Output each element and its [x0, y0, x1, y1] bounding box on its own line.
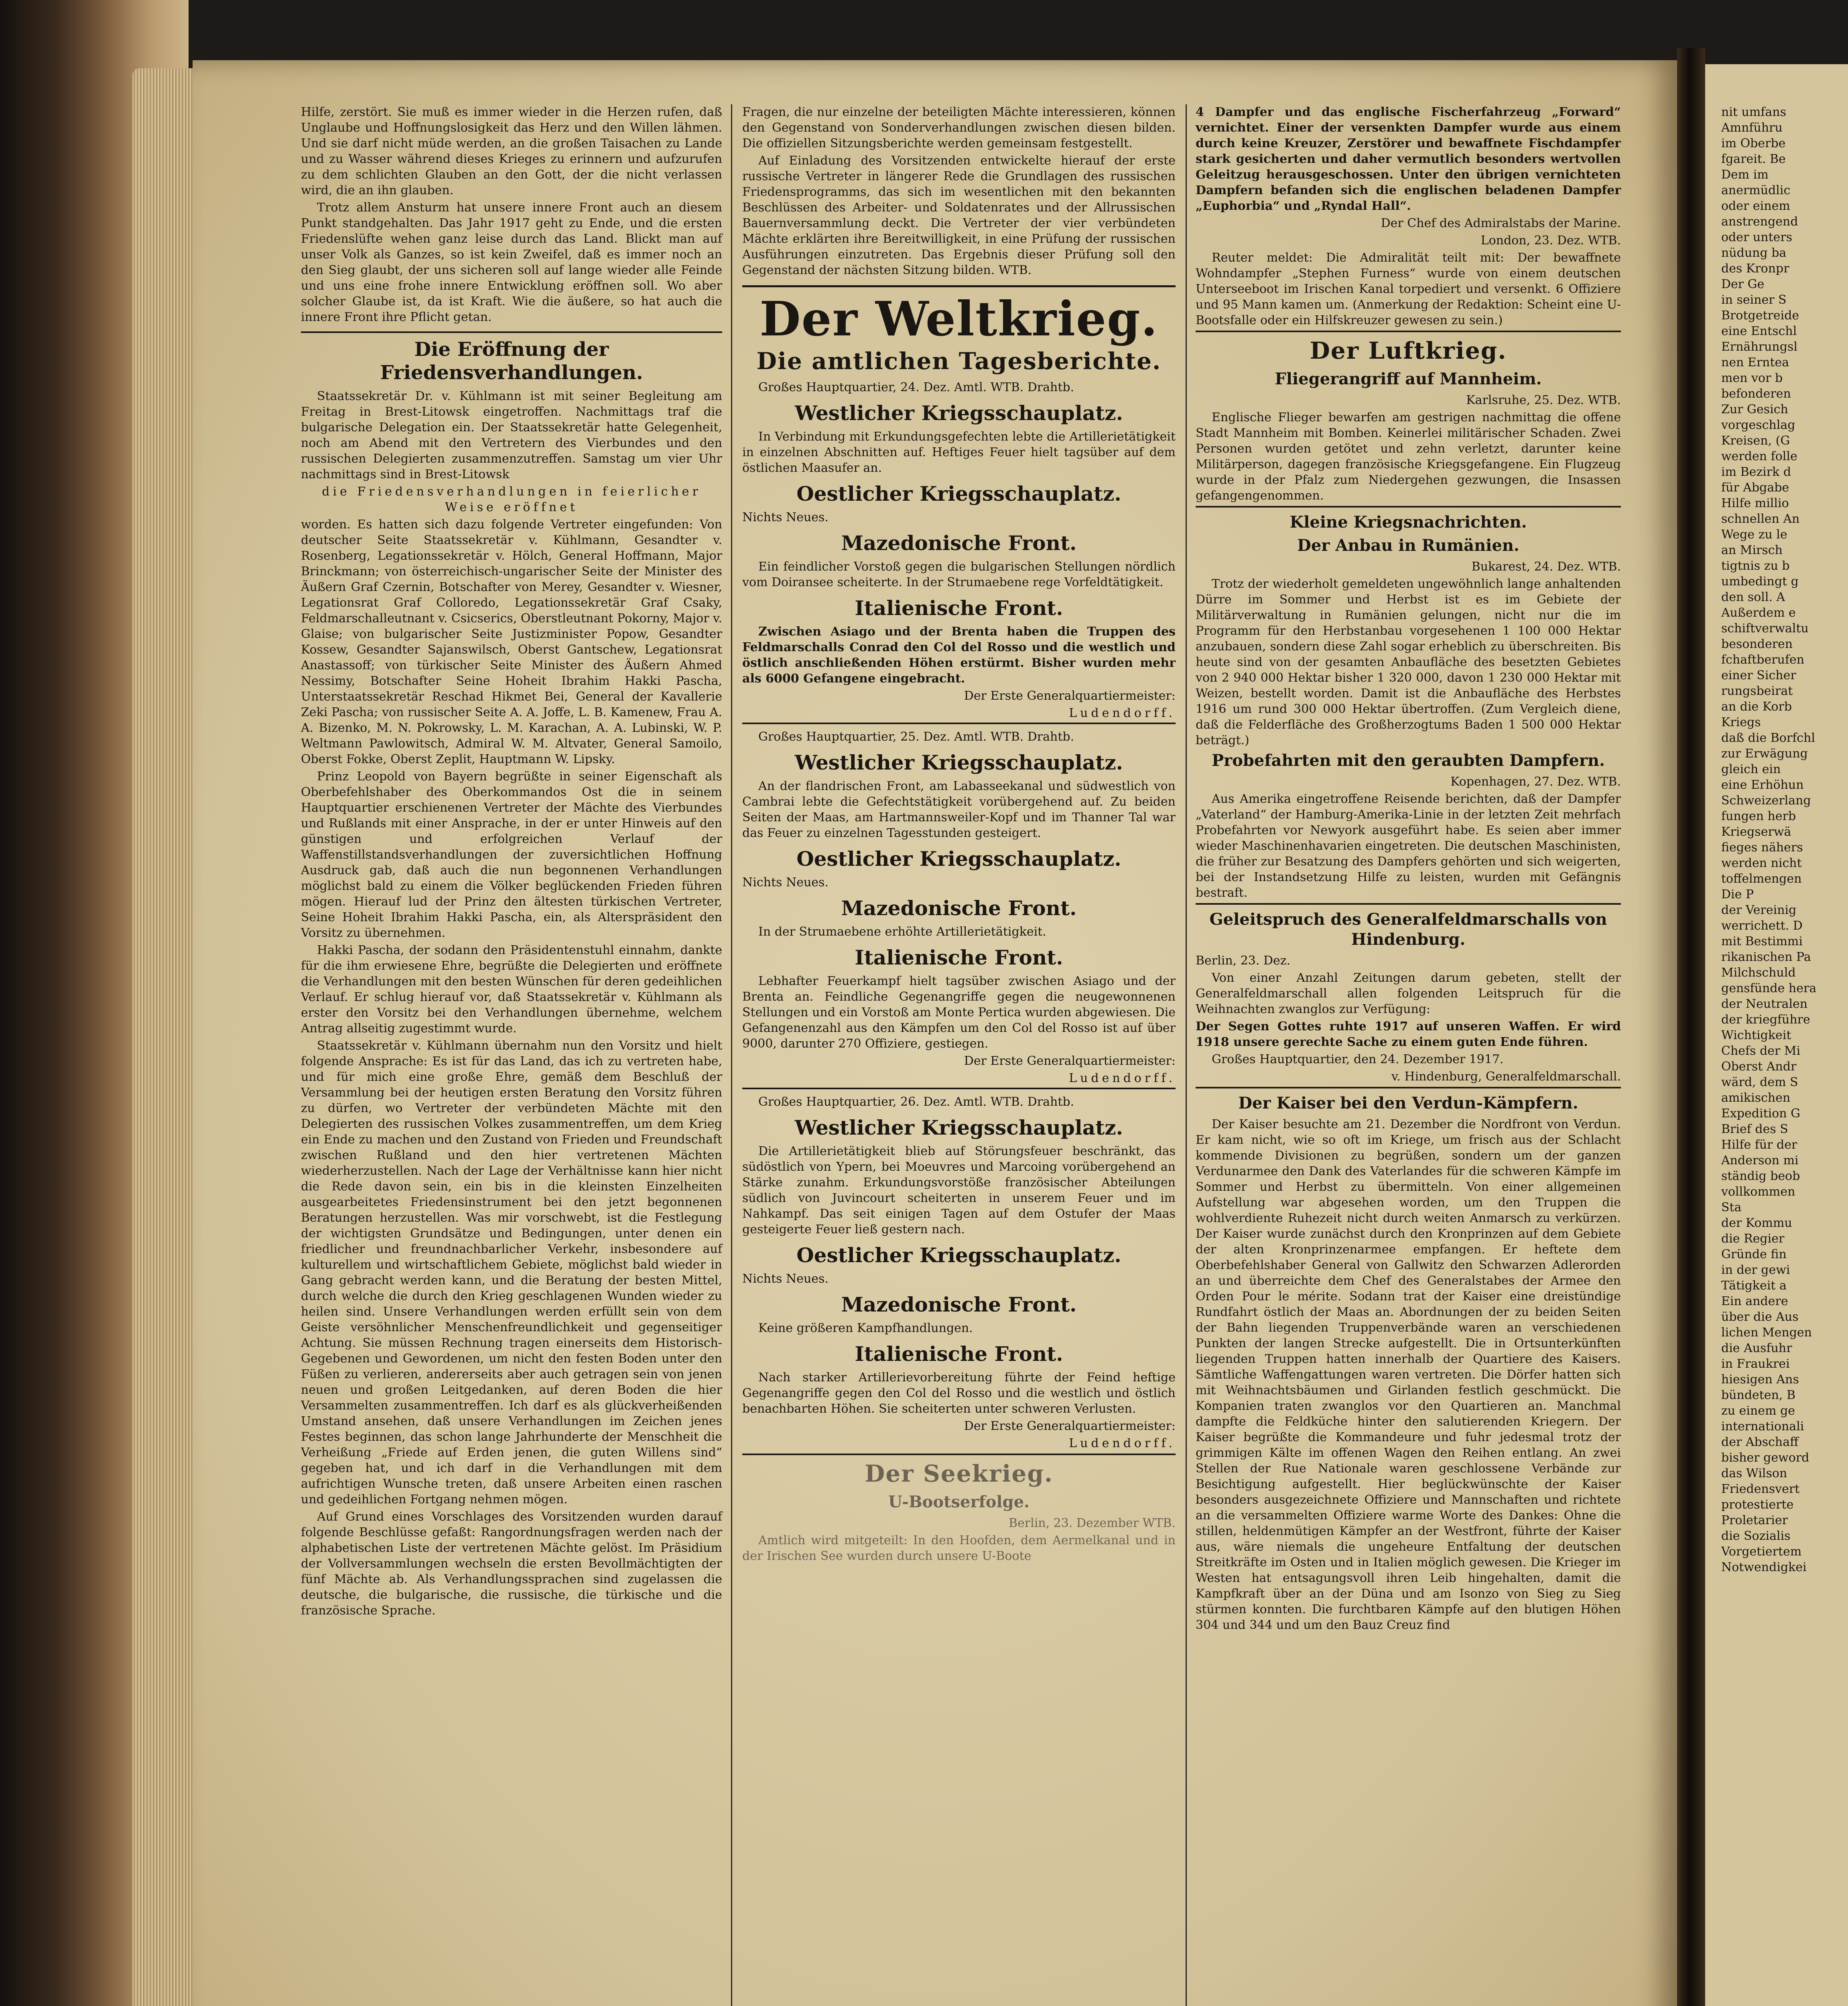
paragraph: Trotz der wiederholt gemeldeten ungewöhnlich lange anhaltenden Dürre im Sommer und Herbst ist es im Gebiete der Militärverwaltung in Rumänien gelungen, nicht nur die im Programm für den Herbstanbau vorgesehenen 1 100 000 Hektar anzubauen, sondern diese Zahl sogar erheblich zu überschreiten. Bis heute sind von der gesamten Anbaufläche des besetzten Gebietes von 2 940 000 Hektar bisher 1 320 000, davon 1 230 000 Hektar mit Weizen, bestellt worden. Damit ist die Anbaufläche des Herbstes 1916 um rund 300 000 Hektar übertroffen. (Zum Vergleich diene, daß die Felderfläche des Großherzogtums Baden 1 500 000 Hektar beträgt.): [1196, 577, 1621, 747]
dateline: Berlin, 23. Dezember WTB.: [1008, 1516, 1176, 1530]
subheading: Oestlicher Kriegsschauplatz.: [796, 847, 1121, 871]
paragraph: Von einer Anzahl Zeitungen darum gebeten, stellt der Generalfeldmarschall allen folgenden Leitspruch für die Weihnachten zwanglos zur Verfügung:: [1196, 971, 1621, 1016]
paragraph: Staatssekretär v. Kühlmann übernahm nun den Vorsitz und hielt folgende Ansprache: Es ist für das Land, das ich zu vertreten habe, und für mich eine große Ehre, gemäß dem Beschluß der Versammlung bei der heutigen ersten Beratung den Vorsitz führen zu dürfen, wo Vertreter der verbündeten Mächte mit den Delegierten des russischen Volkes zusammentreffen, um dem Krieg ein Ende zu machen und den Zustand von Frieden und Freundschaft zwischen Rußland und den hier vertretenen Mächten wiederherzustellen. Nach der Lage der Verhältnisse kann hier nicht die Rede davon sein, ein bis in die kleinsten Einzelheiten ausgearbeitetes Friedensinstrument bei den jetzt begonnenen Beratungen herzustellen. Was mir vorschwebt, ist die Festlegung der wichtigsten Grundsätze und Bedingungen, unter denen ein friedlicher und freundnachbarlicher Verkehr, insbesondere auf kulturellem und wirtschaftlichem Gebiete, möglichst bald wieder in Gang gebracht werden kann, und die Beratung der besten Mittel, durch welche die durch den Krieg geschlagenen Wunden wieder zu heilen sind. Unsere Verhandlungen werden erfüllt sein von dem Geiste versöhnlicher Menschenfreundlichkeit und gegenseitiger Achtung. Sie müssen Rechnung tragen einerseits dem Historisch-Gegebenen und Gewordenen, um nicht den festen Boden unter den Füßen zu verlieren, andererseits aber auch getragen sein von jenen neuen und großen Leitgedanken, auf deren Boden die hier Versammelten zusammentreffen. Ich darf es als glückverheißenden Umstand ansehen, daß unsere Verhandlungen im Zeichen jenes Festes beginnen, das schon lange Jahrhunderte der Menschheit die Verheißung „Friede auf Erden jenen, die guten Willens sind“ gegeben hat, und ich darf in die Verhandlungen mit dem aufrichtigen Wunsche treten, daß unsere Arbeiten einen raschen und gedeihlichen Fortgang nehmen mögen.: [301, 1039, 722, 1507]
text-line: oder unters: [1721, 230, 1793, 244]
paragraph: Amtlich wird mitgeteilt: In den Hoofden, dem Aermelkanal und in der Irischen See wurden durch unsere U-Boote: [742, 1533, 1176, 1563]
text-line: der Vereinig: [1721, 903, 1797, 917]
text-line: Brief des S: [1721, 1122, 1788, 1136]
quote: Der Segen Gottes ruhte 1917 auf unseren Waffen. Er wird 1918 unsere gerechte Sache zu einem guten Ende führen.: [1196, 1019, 1621, 1049]
column-1: [301, 104, 722, 1620]
paragraph: In der Strumaebene erhöhte Artillerietätigkeit.: [758, 925, 1046, 939]
subheading: Westlicher Kriegsschauplatz.: [794, 751, 1123, 774]
text-line: hiesigen Ans: [1721, 1373, 1799, 1387]
column-3: [1196, 104, 1621, 1634]
section-subtitle: Fliegerangriff auf Mannheim.: [1275, 370, 1542, 388]
paragraph: An der flandrischen Front, am Labasseekanal und südwestlich von Cambrai lebte die Gefechtstätigkeit vorübergehend auf. Zu beiden Seiten der Maas, am Hartmannsweiler-Kopf und im Thanner Tal war das Feuer zu einzelnen Tagesstunden gesteigert.: [742, 779, 1176, 840]
text-line: nit umfans: [1721, 105, 1786, 119]
paragraph: Englische Flieger bewarfen am gestrigen nachmittag die offene Stadt Mannheim mit Bomben. Keinerlei militärischer Schaden. Zwei Personen wurden getötet und zehn verletzt, darunter keine Militärperson, dagegen französische Kriegsgefangene. Ein Flugzeug wurde in der Pfalz zum Niedergehen gezwungen, die Insassen gefangengenommen.: [1196, 410, 1621, 503]
text-line: fieges nähers: [1721, 841, 1803, 855]
paragraph: Aus Amerika eingetroffene Reisende berichten, daß der Dampfer „Vaterland“ der Hamburg-Amerika-Linie in der letzten Zeit mehrfach Probefahrten vor Newyork ausgeführt habe. Es seien aber immer wieder Maschinenhavarien eingetreten. Die deutschen Maschinisten, die früher zur Besatzung des Dampfers gehörten und sich weigerten, bei der Instandsetzung Hilfe zu leisten, wurden mit Gefängnis bestraft.: [1196, 792, 1621, 900]
book-binding: [0, 0, 189, 2006]
paragraph: Prinz Leopold von Bayern begrüßte in seiner Eigenschaft als Oberbefehlshaber des Oberkommandos Ost die in seinem Hauptquartier erschienenen Vertreter der Mächte des Vierbundes und Rußlands mit einer Ansprache, in der er unter Hinweis auf den günstigen und erfolgreichen Verlauf der Waffenstillstandsverhandlungen der zuversichtlichen Hoffnung Ausdruck gab, daß auch die nun begonnenen Verhandlungen möglichst bald zu einem die Völker beglückenden Frieden führen mögen. Hierauf lud der Prinz den ältesten türkischen Vertreter, Seine Hoheit Ibrahim Hakki Pascha, ein, als Alterspräsident den Vorsitz zu übernehmen.: [301, 770, 722, 940]
text-line: für Abgabe: [1721, 481, 1789, 495]
text-line: Ein andere: [1721, 1294, 1788, 1308]
text-line: wärd, dem S: [1721, 1075, 1798, 1089]
text-line: des Kronpr: [1721, 262, 1789, 276]
text-line: Brotgetreide: [1721, 309, 1799, 323]
text-line: Tätigkeit a: [1721, 1279, 1787, 1293]
text-line: über die Aus: [1721, 1310, 1799, 1324]
text-line: Friedensvert: [1721, 1482, 1800, 1496]
text-line: die Ausfuhr: [1721, 1341, 1792, 1355]
section-subtitle: Die amtlichen Tagesberichte.: [756, 347, 1162, 375]
dateline: Berlin, 23. Dez.: [1196, 954, 1291, 968]
text-line: anstrengend: [1721, 215, 1798, 229]
section-title: Kleine Kriegsnachrichten.: [1196, 506, 1621, 532]
text-line: Dem im: [1721, 168, 1769, 182]
paragraph: worden. Es hatten sich dazu folgende Vertreter eingefunden: Von deutscher Seite Staatssekretär v. Kühlmann, Gesandter v. Rosenberg, Legationssekretär v. Hölch, General Hoffmann, Major Brinckmann; von österreichisch-ungarischer Seite der Minister des Äußern Graf Czernin, Botschafter von Merey, Gesandter v. Wiesner, Legationsrat Graf Colloredo, Legationssekretär Graf Csaky, Feldmarschalleutnant v. Csicserics, Oberstleutnant Pokorny, Major v. Glaise; von bulgarischer Seite Justizminister Popow, Gesandter Kossew, Gesandter Sajanswilsch, Oberst Gantschew, Legationsrat Anastassoff; von türkischer Seite Minister des Äußern Ahmed Nessimy, Botschafter Seine Hoheit Ibrahim Hakki Pascha, Unterstaatssekretär Reschad Hikmet Bei, General der Kavallerie Zeki Pascha; von russischer Seite A. A. Joffe, L. B. Kamenew, Frau A. A. Bizenko, M. N. Pokrowsky, L. M. Karachan, A. A. Lubinski, W. P. Weltmann Pawlowitsch, Admiral W. M. Altvater, General Samoilo, Oberst Fokke, Oberst Zeplit, Hauptmann W. Lipsky.: [301, 518, 722, 766]
signature-name: Ludendorff.: [1069, 706, 1176, 720]
text-line: eine Erhöhun: [1721, 778, 1804, 792]
paragraph: Hilfe, zerstört. Sie muß es immer wieder in die Herzen rufen, daß Unglaube und Hoffnungslosigkeit das Herz und den Willen lähmen. Und sie darf nicht müde werden, an die großen Taisachen zu Lande und zu Wasser während dieses Krieges zu erinnern und aufzurufen zu dem schlichten Glauben an den Gott, der die nicht verlassen wird, die an ihn glauben.: [301, 105, 722, 197]
paragraph: Trotz allem Ansturm hat unsere innere Front auch an diesem Punkt standgehalten. Das Jahr 1917 geht zu Ende, und die ersten Friedenslüfte wehen ganz leise durch das Land. Blickt man auf unser Volk als Ganzes, so ist kein Zweifel, daß es immer noch an den Sieg glaubt, der uns sicheren soll auf lange wieder alle Feinde und uns eine frohe innere Entwicklung eröffnen soll. Wo aber solcher Glaube ist, da ist Kraft. Wie die äußere, so hat auch die innere Front ihre Pflicht getan.: [301, 201, 722, 324]
text-line: rungsbeirat: [1721, 684, 1793, 698]
text-line: die Sozialis: [1721, 1529, 1791, 1543]
subheading: Mazedonische Front.: [841, 531, 1077, 555]
article-heading: Die Eröffnung der Friedensverhandlungen.: [301, 331, 722, 384]
subheading: Mazedonische Front.: [841, 896, 1077, 920]
subheading: Oestlicher Kriegsschauplatz.: [796, 1243, 1121, 1267]
text-line: an Mirsch: [1721, 543, 1783, 557]
text-line: nüdung ba: [1721, 246, 1787, 260]
paragraph: Ein feindlicher Vorstoß gegen die bulgarischen Stellungen nördlich vom Doiransee scheiterte. In der Strumaebene rege Vorfeldtätigkeit.: [742, 560, 1176, 589]
paragraph: Auf Grund eines Vorschlages des Vorsitzenden wurden darauf folgende Beschlüsse gefaßt: Rangordnungsfragen werden nach der alphabetischen Liste der vertretenen Mächte gelöst. Im Präsidium der Vollversammlungen wechseln die ersten Bevollmächtigten der fünf Mächte ab. Als Verhandlungssprachen sind zugelassen die deutsche, die bulgarische, die russische, die türkische und die französische Sprache.: [301, 1510, 722, 1618]
text-line: ständig beob: [1721, 1169, 1800, 1183]
text-line: anermüdlic: [1721, 183, 1791, 197]
section-title: Der Luftkrieg.: [1196, 331, 1621, 364]
section-subtitle: U-Bootserfolge.: [888, 1492, 1030, 1511]
text-line: Vorgetiertem: [1721, 1545, 1802, 1559]
text-line: in der gewi: [1721, 1263, 1790, 1277]
text-line: Der Ge: [1721, 277, 1765, 291]
text-line: umbedingt g: [1721, 575, 1799, 589]
text-line: tigtnis zu b: [1721, 559, 1790, 573]
text-line: Hilfe millio: [1721, 496, 1789, 510]
paragraph: Auf Einladung des Vorsitzenden entwickelte hierauf der erste russische Vertreter in längerer Rede die Grundlagen des russischen Friedensprogramms, das sich im wesentlichen mit den bekannten Beschlüssen des Arbeiter- und Soldatenrates und der Allrussischen Bauernversammlung deckt. Die Vertreter der vier verbündeten Mächte erklärten ihre Bereitwilligkeit, in eine Prüfung der russischen Ausführungen einzutreten. Das Ergebnis dieser Prüfung soll den Gegenstand der nächsten Sitzung bilden. WTB.: [742, 154, 1176, 277]
text-line: werden nicht: [1721, 856, 1802, 870]
text-line: werrichett. D: [1721, 919, 1803, 933]
paragraph: Staatssekretär Dr. v. Kühlmann ist mit seiner Begleitung am Freitag in Brest-Litowsk eingetroffen. Nachmittags traf die bulgarische Delegation ein. Der Staatssekretär hatte Gelegenheit, noch am Abend mit den Vertretern des Vierbundes und den russischen Delegierten zusammenzutreffen. Samstag um vier Uhr nachmittags sind in Brest-Litowsk: [301, 389, 722, 481]
text-line: fchaftberufen: [1721, 653, 1805, 667]
book-gutter: [1677, 48, 1705, 2006]
column-rule: [1186, 104, 1187, 2006]
text-line: werden folle: [1721, 449, 1797, 463]
text-line: der kriegführe: [1721, 1013, 1810, 1027]
text-line: rikanischen Pa: [1721, 950, 1811, 964]
text-line: nen Erntea: [1721, 355, 1789, 370]
column-rule: [731, 104, 732, 2006]
spaced-line: die Friedensverhandlungen in feierlicher Weise eröffnet: [322, 485, 701, 514]
text-line: in seiner S: [1721, 293, 1787, 307]
dateline: Kopenhagen, 27. Dez. WTB.: [1450, 775, 1621, 789]
section-subtitle: Der Anbau in Rumänien.: [1297, 536, 1519, 555]
signature-title: Der Erste Generalquartiermeister:: [964, 1054, 1176, 1068]
dateline: Großes Hauptquartier, 26. Dez. Amtl. WTB. Drahtb.: [742, 1088, 1176, 1110]
text-line: fungen herb: [1721, 809, 1796, 823]
paragraph: Hakki Pascha, der sodann den Präsidentenstuhl einnahm, dankte für die ihm erwiesene Ehre, begrüßte die Delegierten und eröffnete die Verhandlungen mit den besten Wünschen für deren gedeihlichen Verlauf. Er schlug hierauf vor, daß Staatssekretär v. Kühlmann als erster den Vorsitz bei den Verhandlungen übernehme, welchem Antrag allseitig zugestimmt wurde.: [301, 943, 722, 1035]
text-line: Wege zu le: [1721, 528, 1787, 542]
dateline: Großes Hauptquartier, 25. Dez. Amtl. WTB. Drahtb.: [742, 723, 1176, 745]
text-line: bündeten, B: [1721, 1388, 1796, 1402]
text-line: an die Korb: [1721, 700, 1792, 714]
text-line: protestierte: [1721, 1498, 1794, 1512]
dateline: Karlsruhe, 25. Dez. WTB.: [1466, 393, 1621, 407]
paragraph: Lebhafter Feuerkampf hielt tagsüber zwischen Asiago und der Brenta an. Feindliche Gegenangriffe gegen die neugewonnenen Stellungen und ein Vorstoß am Monte Pertica wurden abgewiesen. Die Gefangenenzahl aus den Kämpfen um den Col del Rosso ist auf über 9000, darunter 270 Offiziere, gestiegen.: [742, 974, 1176, 1051]
text-line: oder einem: [1721, 199, 1790, 213]
text-line: Wichtigkeit: [1721, 1028, 1791, 1042]
text-line: Notwendigkei: [1721, 1560, 1807, 1574]
text-line: fgareit. Be: [1721, 152, 1786, 166]
text-line: amikischen: [1721, 1091, 1791, 1105]
text-line: daß die Borfchl: [1721, 731, 1816, 745]
text-line: Kriegs: [1721, 715, 1761, 729]
signature-title: Der Erste Generalquartiermeister:: [964, 1419, 1176, 1433]
text-line: im Bezirk d: [1721, 465, 1791, 479]
paragraph: In Verbindung mit Erkundungsgefechten lebte die Artillerietätigkeit in einzelnen Abschnitten auf. Heftiges Feuer hielt tagsüber auf dem östlichen Maasufer an.: [742, 430, 1176, 475]
text-line: befonderen: [1721, 387, 1791, 401]
subheading: Italienische Front.: [855, 596, 1063, 620]
text-line: in Fraukrei: [1721, 1357, 1790, 1371]
text-line: die Regier: [1721, 1232, 1785, 1246]
text-line: gensfünde hera: [1721, 981, 1817, 995]
dateline: London, 23. Dez. WTB.: [1480, 233, 1621, 248]
text-line: Sta: [1721, 1200, 1742, 1214]
dateline: Bukarest, 24. Dez. WTB.: [1471, 560, 1621, 574]
subheading: Westlicher Kriegsschauplatz.: [794, 401, 1123, 425]
text-line: Schweizerlang: [1721, 794, 1811, 808]
subheading: Oestlicher Kriegsschauplatz.: [796, 482, 1121, 506]
text-line: der Abschaff: [1721, 1435, 1799, 1449]
text-line: den soll. A: [1721, 590, 1785, 604]
text-line: eine Entschl: [1721, 324, 1797, 338]
text-line: Gründe fin: [1721, 1247, 1787, 1261]
text-line: Amnführu: [1721, 121, 1783, 135]
text-line: schnellen An: [1721, 512, 1800, 526]
text-line: Kreisen, (G: [1721, 434, 1790, 448]
text-line: Expedition G: [1721, 1107, 1801, 1121]
text-line: Hilfe für der: [1721, 1138, 1797, 1152]
signature-title: Der Erste Generalquartiermeister:: [964, 689, 1176, 703]
paragraph: Die Artillerietätigkeit blieb auf Störungsfeuer beschränkt, das südöstlich von Ypern, bei Moeuvres und Marcoing vorübergehend an Stärke zunahm. Erkundungsvorstöße französischer Abteilungen südlich von Juvincourt scheiterten in unserem Feuer und im Nahkampf. Das seit einigen Tagen auf dem Ostufer der Maas gesteigerte Feuer ließ gestern nach.: [742, 1144, 1176, 1236]
text-line: Chefs der Mi: [1721, 1044, 1801, 1058]
subheading: Italienische Front.: [855, 1342, 1063, 1366]
subheading: Probefahrten mit den geraubten Dampfern.: [1212, 751, 1605, 770]
signature-name: Ludendorff.: [1069, 1071, 1176, 1085]
text-line: Außerdem e: [1721, 606, 1796, 620]
text-line: Die P: [1721, 887, 1754, 901]
text-line: Zur Gesich: [1721, 402, 1788, 416]
subheading: Mazedonische Front.: [841, 1293, 1077, 1316]
text-line: der Neutralen: [1721, 997, 1808, 1011]
text-line: bisher geword: [1721, 1451, 1809, 1465]
paragraph: 4 Dampfer und das englische Fischerfahrzeug „Forward“ vernichtet. Einer der versenkten Dampfer wurde aus einem durch keine Kreuzer, Zerstörer und bewaffnete Fischdampfer stark gesicherten und daher vermutlich besonders wertvollen Geleitzug herausgeschossen. Unter den übrigen vernichteten Dampfern befanden sich die englischen beladenen Dampfer „Euphorbia“ und „Ryndal Hall“.: [1196, 105, 1621, 213]
text-line: das Wilson: [1721, 1466, 1787, 1480]
column-2: [742, 104, 1176, 1565]
paragraph: Keine größeren Kampfhandlungen.: [758, 1321, 973, 1335]
text-line: internationali: [1721, 1419, 1804, 1433]
text-line: schiftverwaltu: [1721, 621, 1809, 636]
section-title: Geleitspruch des Generalfeldmarschalls von Hindenburg.: [1196, 903, 1621, 950]
line-list: [1721, 104, 1838, 1575]
signature: v. Hindenburg, Generalfeldmarschall.: [1391, 1070, 1621, 1084]
paragraph: Nichts Neues.: [742, 510, 829, 524]
text-line: Proletarier: [1721, 1513, 1788, 1527]
text-line: Ernährungsl: [1721, 340, 1797, 354]
dateline: Großes Hauptquartier, 24. Dez. Amtl. WTB. Drahtb.: [758, 380, 1074, 394]
place-date: Großes Hauptquartier, den 24. Dezember 1917.: [1212, 1052, 1504, 1066]
signature: Der Chef des Admiralstabs der Marine.: [1381, 216, 1621, 230]
text-line: zu einem ge: [1721, 1404, 1795, 1418]
text-line: im Oberbe: [1721, 136, 1786, 150]
paragraph: Reuter meldet: Die Admiralität teilt mit: Der bewaffnete Wohndampfer „Stephen Furness“ wurde von einem deutschen Unterseeboot im Irischen Kanal torpediert und versenkt. 6 Offiziere und 95 Mann kamen um. (Anmerkung der Redaktion: Scheint eine U-Bootsfalle oder ein Hilfskreuzer gewesen zu sein.): [1196, 251, 1621, 327]
text-line: Kriegserwä: [1721, 825, 1791, 839]
text-line: zur Erwägung: [1721, 747, 1808, 761]
text-line: Oberst Andr: [1721, 1060, 1797, 1074]
facing-page-column: [1721, 104, 1838, 1575]
subheading: Westlicher Kriegsschauplatz.: [794, 1116, 1123, 1139]
text-line: besonderen: [1721, 637, 1793, 651]
paragraph: Zwischen Asiago und der Brenta haben die Truppen des Feldmarschalls Conrad den Col del Rosso und die westlich und östlich anschließenden Höhen erstürmt. Bisher wurden mehr als 6000 Gefangene eingebracht.: [742, 625, 1176, 686]
section-title: Der Seekrieg.: [742, 1454, 1176, 1487]
paragraph: Fragen, die nur einzelne der beteiligten Mächte interessieren, können den Gegenstand von Sonderverhandlungen zwischen diesen bilden. Die offiziellen Sitzungsberichte werden gemeinsam festgestellt.: [742, 105, 1176, 150]
text-line: men vor b: [1721, 371, 1783, 385]
text-line: der Kommu: [1721, 1216, 1792, 1230]
text-line: einer Sicher: [1721, 668, 1796, 682]
text-line: Anderson mi: [1721, 1153, 1799, 1167]
text-line: vollkommen: [1721, 1185, 1795, 1199]
paragraph: Nach starker Artillerievorbereitung führte der Feind heftige Gegenangriffe gegen den Col del Rosso und die westlich und östlich benachbarten Höhen. Sie scheiterten unter schweren Verlusten.: [742, 1370, 1176, 1416]
text-line: mit Bestimmi: [1721, 934, 1803, 948]
paragraph: Der Kaiser besuchte am 21. Dezember die Nordfront von Verdun. Er kam nicht, wie so oft im Kriege, um frisch aus der Schlacht kommende Divisionen zu begrüßen, sondern um der ganzen Verdunarmee den Dank des Vaterlandes für die schweren Kämpfe im Sommer und Herbst zu übermitteln. Von einer allgemeinen Aufstellung war abgesehen worden, um den Truppen die wohlverdiente Ruhezeit nicht durch weiten Anmarsch zu verkürzen. Der Kaiser wurde zunächst durch den Kronprinzen auf dem Gebiete der alten Kronprinzenarmee empfangen. Er heftete dem Oberbefehlshaber General von Gallwitz den Schwarzen Adlerorden an und überreichte dem Chef des Generalstabes der Armee den Orden Pour le mérite. Sodann trat der Kaiser eine dreistündige Rundfahrt östlich der Maas an. Abordnungen der zu beiden Seiten der Bahn liegenden Truppenverbände waren an verschiedenen Punkten der langen Strecke aufgestellt. Die in Ortsunterkünften liegenden Truppen hatten innerhalb der Quartiere des Kaisers. Sämtliche Waffengattungen waren vertreten. Die Dörfer hatten sich mit Weihnachtsbäumen und Girlanden festlich geschmückt. Die Kompanien traten zwanglos vor den Quartieren an. Manchmal dampfte die Feldküche hinter den salutierenden Kriegern. Der Kaiser begrüßte die Kommandeure und fuhr jedesmal trotz der grimmigen Kälte im offenen Wagen den Reihen entlang. An zwei Stellen der Rue Nationale waren geschlossene Verbände zur Besichtigung aufgestellt. Hier beglückwünschte der Kaiser besonders ausgezeichnete Offiziere und Mannschaften und richtete an die versammelten Offiziere warme Worte des Dankes: Ohne die stillen, heldenmütigen Kämpfer an der Westfront, führte der Kaiser aus, wäre niemals die ungeheure Entfaltung der deutschen Streitkräfte im Osten und in Italien möglich gewesen. Die Krieger im Westen hat entsagungsvoll ihren Leib hingehalten, damit die Kampfkraft über an der Düna und am Isonzo von Sieg zu Sieg stürmen konnten. Die furchtbaren Kämpfe auf den blutigen Höhen 304 und 344 und um den Bauz Creuz find: [1196, 1117, 1621, 1632]
text-line: Milchschuld: [1721, 966, 1796, 980]
subheading: Italienische Front.: [855, 946, 1063, 969]
text-line: lichen Mengen: [1721, 1326, 1812, 1340]
section-title: Der Kaiser bei den Verdun-Kämpfern.: [1196, 1087, 1621, 1113]
section-title: Der Weltkrieg.: [742, 285, 1176, 345]
text-line: gleich ein: [1721, 762, 1781, 776]
paragraph: Nichts Neues.: [742, 875, 829, 889]
paragraph: Nichts Neues.: [742, 1272, 829, 1286]
text-line: toffelmengen: [1721, 872, 1802, 886]
page-stack-edge: [132, 68, 197, 2006]
text-line: vorgeschlag: [1721, 418, 1795, 432]
signature-name: Ludendorff.: [1069, 1436, 1176, 1450]
